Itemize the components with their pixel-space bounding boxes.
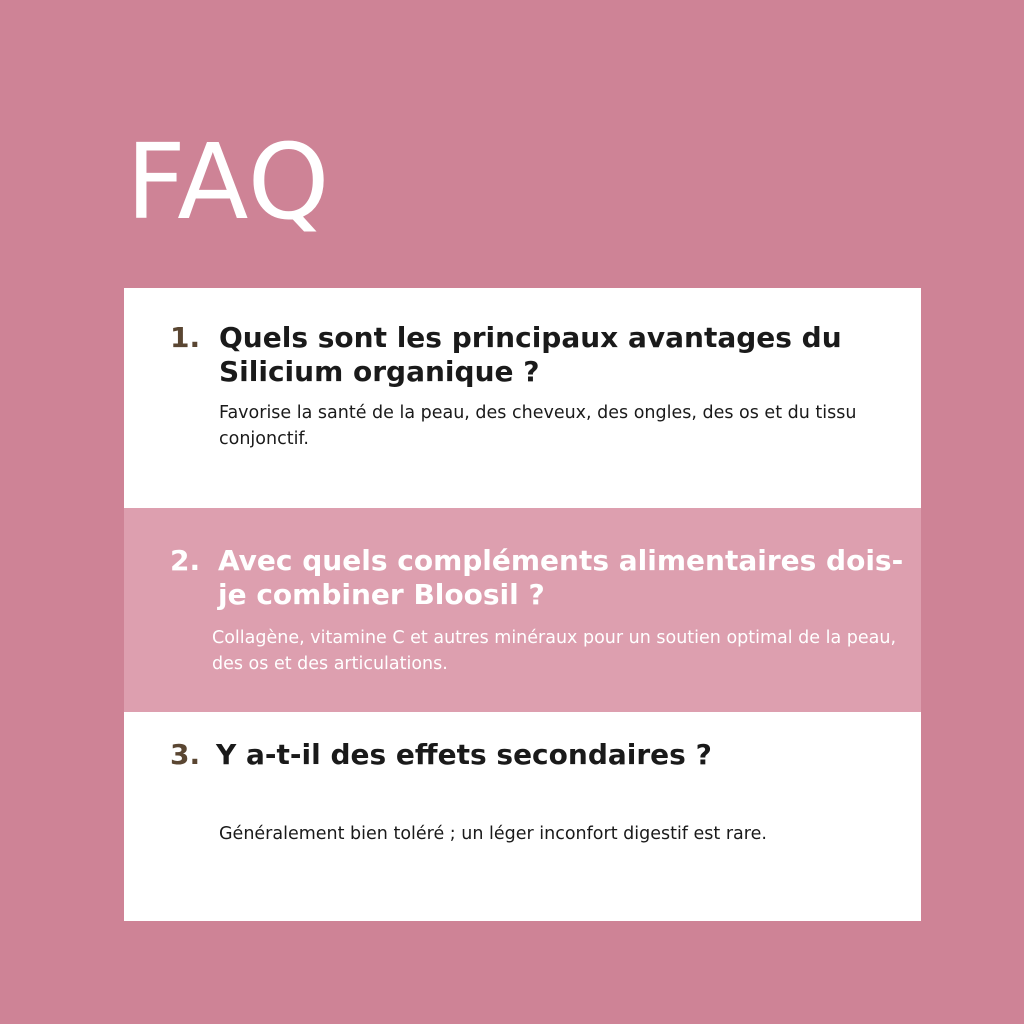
question-text: Y a-t-il des effets secondaires ? <box>216 738 712 771</box>
answer-text: Généralement bien toléré ; un léger inconfort digestif est rare. <box>219 824 767 844</box>
question-text: Quels sont les principaux avantages du Silicium organique ? <box>219 321 842 388</box>
question-number: 3. <box>170 738 201 771</box>
page-title: FAQ <box>126 121 331 243</box>
faq-item-1 <box>124 288 921 508</box>
faq-item-3 <box>124 712 921 921</box>
question-number: 2. <box>170 544 201 577</box>
faq-item-2 <box>124 508 921 712</box>
faq-card <box>124 288 921 921</box>
answer-text: Favorise la santé de la peau, des cheveux, des ongles, des os et du tissu conjonctif. <box>219 403 857 449</box>
answer-text: Collagène, vitamine C et autres minéraux pour un soutien optimal de la peau, des os et des articulations. <box>212 628 897 674</box>
question-text: Avec quels compléments alimentaires dois-je combiner Bloosil ? <box>218 544 904 611</box>
question-number: 1. <box>170 321 201 354</box>
